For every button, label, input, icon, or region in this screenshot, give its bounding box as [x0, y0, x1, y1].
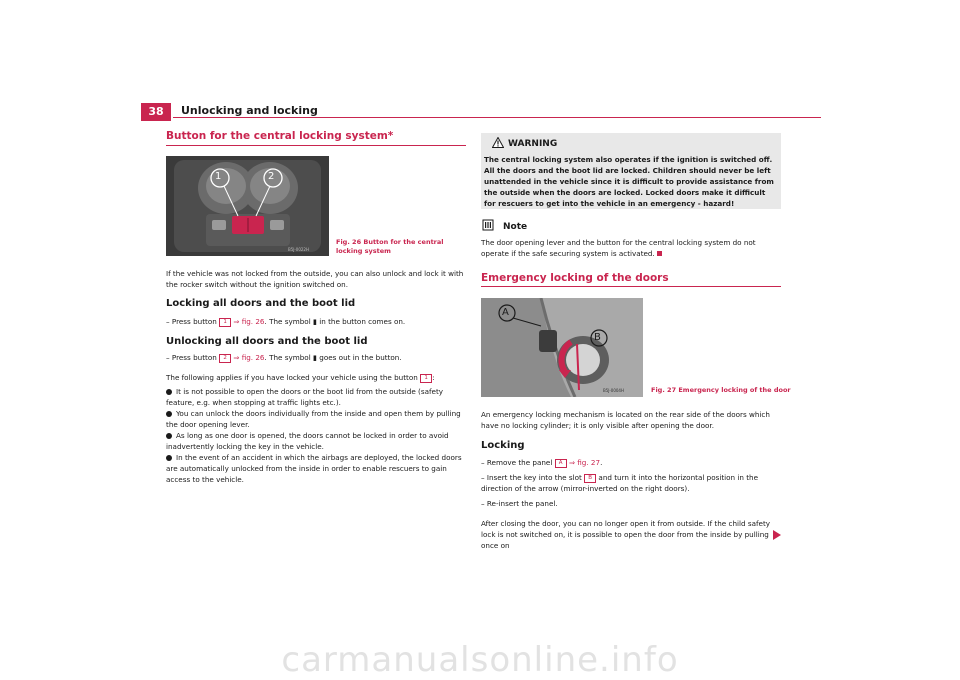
next-page-arrow-icon[interactable] [773, 530, 781, 540]
central-locking-illustration [166, 156, 329, 256]
warning-triangle-icon [492, 137, 504, 148]
list-item: In the event of an accident in which the airbags are deployed, the locked doors are automatically unlocked from the inside in order to enable rescuers to gain access to the vehicle. [166, 453, 462, 484]
section-rule [166, 145, 466, 146]
lock-symbol-icon: ▮ [313, 353, 317, 362]
warning-title: WARNING [508, 139, 558, 149]
list-item: As long as one door is opened, the doors cannot be locked in order to avoid inadvertently locking the key in the vehicle. [166, 431, 449, 451]
note-icon [482, 219, 494, 231]
locking-all-title: Locking all doors and the boot lid [166, 298, 356, 309]
fig-ref[interactable]: ⇒ fig. 26 [233, 317, 265, 326]
callout-2: 2 [268, 171, 275, 182]
figure-code: B5J-0004H [603, 388, 624, 393]
locking-step-1: – Remove the panel A ⇒ fig. 27. [481, 458, 603, 467]
list-item: It is not possible to open the doors or the boot lid from the outside (safety feature, e.g. when stopping at traffic lights etc.). [166, 387, 444, 407]
locking-step: – Press button 1 ⇒ fig. 26. The symbol ▮ in the button comes on. [166, 317, 406, 326]
note-text: The door opening lever and the button for the central locking system do not operate if the safe securing system is activated. [481, 238, 756, 258]
key-1: 1 [420, 374, 432, 383]
header-rule [173, 117, 821, 118]
figure-caption-27: Fig. 27 Emergency locking of the door [651, 386, 791, 394]
callout-a: A [502, 307, 509, 318]
warning-text: The central locking system also operates if the ignition is switched off. All the doors and the boot lid are locked. Children should never be left unattended in the vehicle since it is difficult to provide assistance from the outside when the doors are locked. Locked doors make it difficult for rescuers to get into the vehicle in an emergency - hazard! [484, 155, 774, 208]
unlocking-step: – Press button 2 ⇒ fig. 26. The symbol ▮ goes out in the button. [166, 353, 402, 362]
bullet-icon [166, 455, 172, 461]
emergency-intro: An emergency locking mechanism is located on the rear side of the doors which have no locking cylinder; it is only visible after opening the door. [481, 410, 770, 430]
bullet-list [166, 386, 466, 485]
callout-b: B [594, 332, 601, 343]
section-title-emergency-locking: Emergency locking of the doors [481, 272, 669, 284]
locking-step-2: – Insert the key into the slot B and turn it into the horizontal position in the direction of the arrow (mirror-inverted on the right doors). [481, 473, 759, 493]
intro-text: If the vehicle was not locked from the outside, you can also unlock and lock it with the rocker switch without the ignition switched on. [166, 269, 464, 289]
callout-1: 1 [215, 171, 222, 182]
key-1: 1 [219, 318, 231, 327]
figure-caption-26: Fig. 26 Button for the central locking system [336, 238, 444, 255]
section-rule [481, 286, 781, 287]
key-2: 2 [219, 354, 231, 363]
applies-text: The following applies if you have locked your vehicle using the button 1 : [166, 373, 435, 382]
bullet-icon [166, 433, 172, 439]
running-title: Unlocking and locking [181, 104, 318, 117]
lock-symbol-icon: ▮ [313, 317, 317, 326]
bullet-icon [166, 389, 172, 395]
figure-emergency-locking [481, 298, 643, 397]
closing-text: After closing the door, you can no longer open it from outside. If the child safety lock is not switched on, it is possible to open the door from the inside by pulling once on [481, 519, 771, 550]
figure-code: B5J-0022H [288, 247, 309, 252]
key-b: B [584, 474, 596, 483]
end-marker-icon [657, 251, 662, 256]
locking-step-3: – Re-insert the panel. [481, 499, 558, 508]
section-title-central-locking: Button for the central locking system* [166, 130, 394, 142]
unlocking-all-title: Unlocking all doors and the boot lid [166, 336, 368, 347]
key-a: A [555, 459, 567, 468]
note-title: Note [503, 222, 528, 232]
fig-ref[interactable]: ⇒ fig. 26 [233, 353, 265, 362]
bullet-icon [166, 411, 172, 417]
fig-ref[interactable]: ⇒ fig. 27 [568, 458, 601, 467]
figure-central-locking-button [166, 156, 329, 256]
list-item: You can unlock the doors individually from the inside and open them by pulling the door opening lever. [166, 409, 461, 429]
page-number: 38 [141, 103, 171, 121]
locking-title: Locking [481, 440, 525, 451]
watermark: carmanualsonline.info [281, 640, 679, 680]
